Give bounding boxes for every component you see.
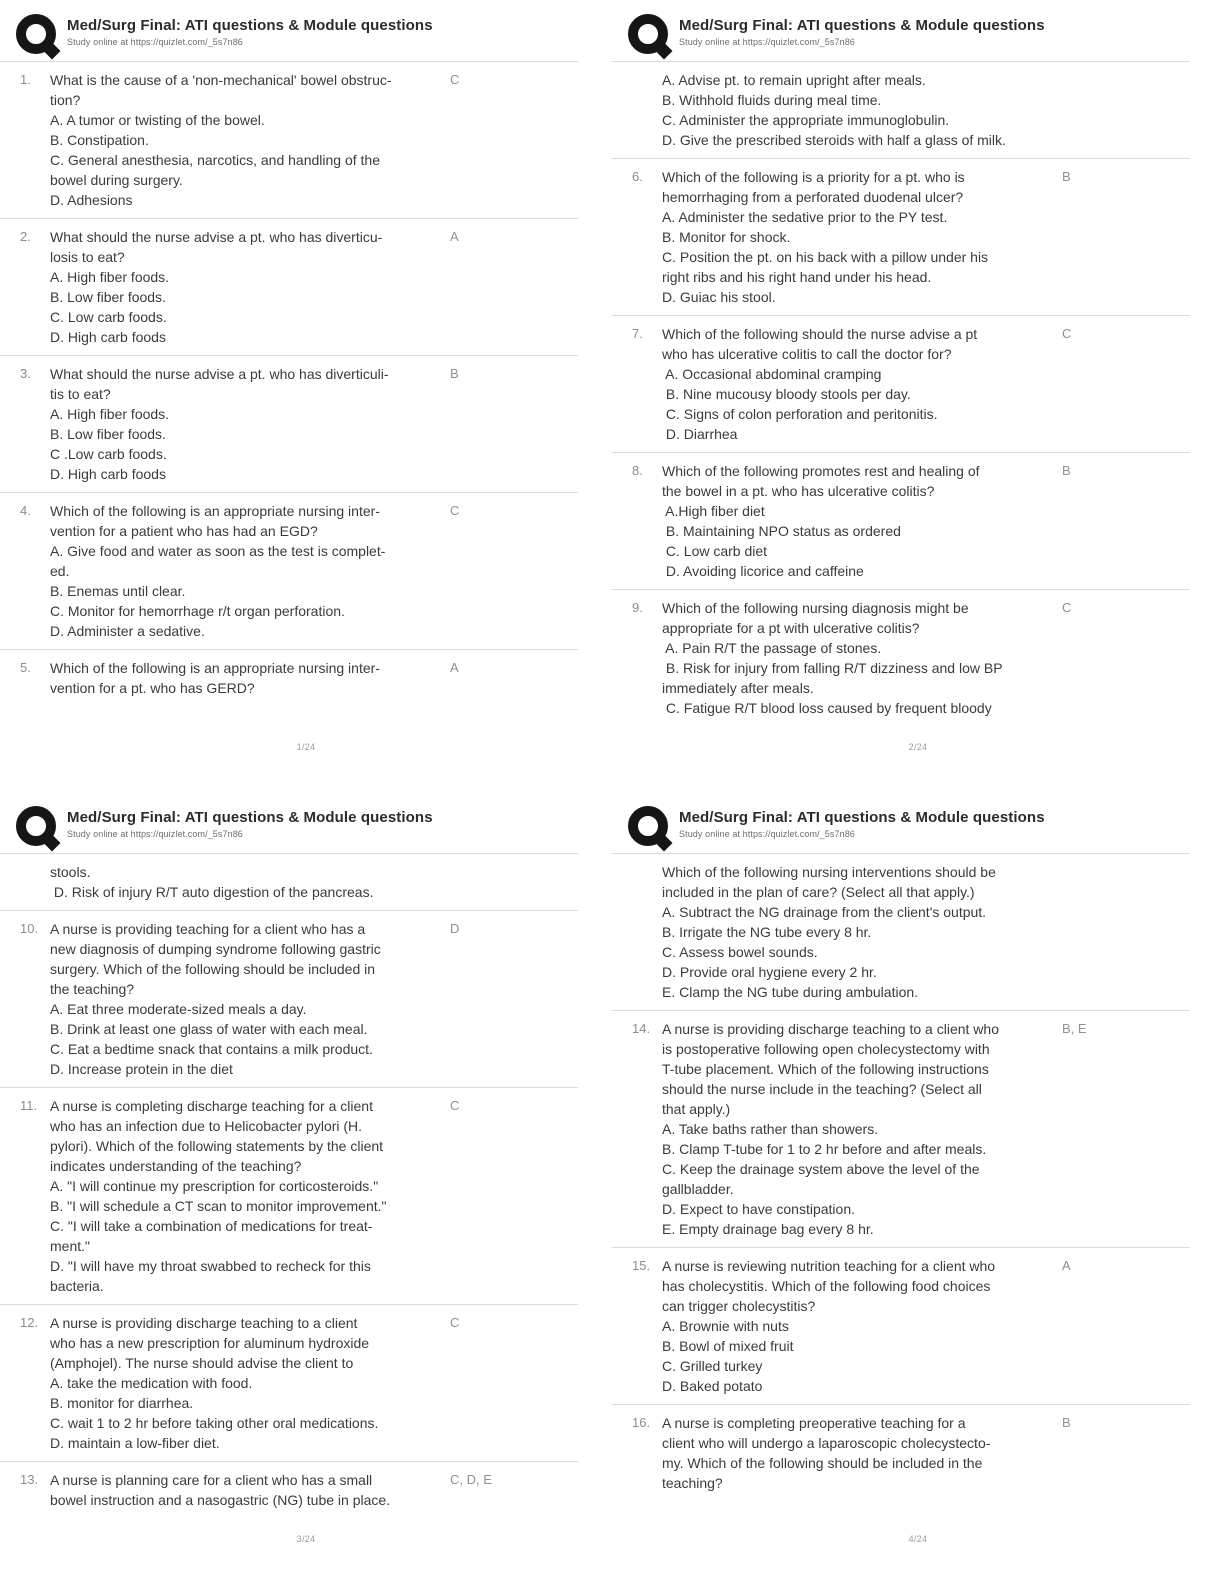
question-line: A. Brownie with nuts [662, 1318, 789, 1334]
question-number: 5. [20, 660, 31, 675]
question-block [612, 1010, 1190, 1247]
questions-container [612, 62, 1190, 726]
question-text [662, 167, 1058, 307]
answer-letter: B [1062, 463, 1071, 478]
page-1 [0, 0, 612, 792]
question-line: D. Diarrhea [662, 426, 738, 442]
question-line: vention for a pt. who has GERD? [50, 680, 255, 696]
page-2 [612, 0, 1224, 792]
question-number: 1. [20, 72, 31, 87]
question-line: B. Maintaining NPO status as ordered [662, 523, 901, 539]
answer-letter: B, E [1062, 1021, 1087, 1036]
question-line: C. "I will take a combination of medications for treat- [50, 1218, 373, 1234]
question-line: that apply.) [662, 1101, 731, 1117]
answer-letter: B [450, 366, 459, 381]
question-line: A. "I will continue my prescription for corticosteroids." [50, 1178, 379, 1194]
question-text [50, 70, 446, 210]
question-number: 16. [632, 1415, 651, 1430]
question-line: E. Empty drainage bag every 8 hr. [662, 1221, 874, 1237]
question-line: A. take the medication with food. [50, 1375, 253, 1391]
question-line: C. Assess bowel sounds. [662, 944, 818, 960]
question-line: C. Low carb foods. [50, 309, 167, 325]
question-line: C. Eat a bedtime snack that contains a milk product. [50, 1041, 373, 1057]
question-line: bowel instruction and a nasogastric (NG) tube in place. [50, 1492, 391, 1508]
page-title: Med/Surg Final: ATI questions & Module questions [67, 809, 433, 826]
question-line: B. Monitor for shock. [662, 229, 791, 245]
question-block [612, 1404, 1190, 1501]
question-line: D. Adhesions [50, 192, 133, 208]
question-text [662, 324, 1058, 444]
question-line: C. Position the pt. on his back with a pillow under his [662, 249, 989, 265]
page-subtitle: Study online at https://quizlet.com/_5s7n86 [67, 37, 243, 47]
question-block [0, 649, 578, 706]
question-number: 10. [20, 921, 39, 936]
question-line: ment." [50, 1238, 90, 1254]
question-line: ed. [50, 563, 70, 579]
question-number: 3. [20, 366, 31, 381]
question-line: D. Provide oral hygiene every 2 hr. [662, 964, 877, 980]
question-line: D. maintain a low-fiber diet. [50, 1435, 220, 1451]
question-number [612, 70, 662, 150]
question-line: indicates understanding of the teaching? [50, 1158, 302, 1174]
question-line: who has a new prescription for aluminum hydroxide [50, 1335, 370, 1351]
question-line: D. Guiac his stool. [662, 289, 776, 305]
question-line: Which of the following should the nurse advise a pt [662, 326, 978, 342]
question-number: 11. [20, 1098, 38, 1113]
header-text [679, 806, 1045, 839]
question-line: C. Keep the drainage system above the level of the [662, 1161, 980, 1177]
questions-container [612, 854, 1190, 1501]
page-header [0, 792, 578, 854]
question-line: should the nurse include in the teaching? (Select all [662, 1081, 982, 1097]
question-block [612, 589, 1190, 726]
question-block [0, 492, 578, 649]
question-line: B. monitor for diarrhea. [50, 1395, 194, 1411]
question-line: can trigger cholecystitis? [662, 1298, 816, 1314]
question-number [0, 862, 50, 902]
answer-letter: C [1062, 600, 1072, 615]
question-line: B. "I will schedule a CT scan to monitor improvement." [50, 1198, 387, 1214]
question-line: D. Give the prescribed steroids with half a glass of milk. [662, 132, 1006, 148]
question-line: D. High carb foods [50, 466, 166, 482]
question-text [662, 70, 1058, 150]
question-block [612, 1247, 1190, 1404]
continuation-block [612, 854, 1190, 1010]
question-line: C .Low carb foods. [50, 446, 167, 462]
page-title: Med/Surg Final: ATI questions & Module questions [679, 809, 1045, 826]
question-number [612, 862, 662, 1002]
question-line: immediately after meals. [662, 680, 814, 696]
continuation-block [0, 854, 578, 910]
question-line: losis to eat? [50, 249, 125, 265]
question-line: right ribs and his right hand under his head. [662, 269, 932, 285]
question-line: A. Eat three moderate-sized meals a day. [50, 1001, 307, 1017]
question-line: client who will undergo a laparoscopic cholecystecto- [662, 1435, 991, 1451]
question-line: new diagnosis of dumping syndrome following gastric [50, 941, 381, 957]
question-line: A nurse is completing discharge teaching for a client [50, 1098, 373, 1114]
question-text [662, 1413, 1058, 1493]
question-text [662, 862, 1058, 1002]
answer-letter: D [450, 921, 460, 936]
question-line: D. Avoiding licorice and caffeine [662, 563, 864, 579]
question-line: D. High carb foods [50, 329, 166, 345]
answer-letter [446, 862, 578, 902]
question-line: D. "I will have my throat swabbed to recheck for this [50, 1258, 371, 1274]
question-line: A.High fiber diet [662, 503, 765, 519]
question-line: D. Expect to have constipation. [662, 1201, 855, 1217]
question-line: included in the plan of care? (Select all that apply.) [662, 884, 975, 900]
quizlet-logo-icon [16, 14, 60, 58]
question-line: A. High fiber foods. [50, 406, 170, 422]
question-block [0, 1461, 578, 1518]
question-line: is postoperative following open cholecystectomy with [662, 1041, 990, 1057]
question-line: tion? [50, 92, 81, 108]
question-line: appropriate for a pt with ulcerative colitis? [662, 620, 920, 636]
question-line: T-tube placement. Which of the following instructions [662, 1061, 989, 1077]
question-line: A nurse is providing discharge teaching to a client who [662, 1021, 999, 1037]
question-line: A nurse is providing discharge teaching to a client [50, 1315, 358, 1331]
quizlet-logo-icon [16, 806, 60, 850]
questions-container [0, 62, 578, 706]
question-block [612, 452, 1190, 589]
question-line: A. Take baths rather than showers. [662, 1121, 879, 1137]
question-block [0, 1087, 578, 1304]
question-number: 8. [632, 463, 643, 478]
question-block [0, 62, 578, 218]
question-line: C. Fatigue R/T blood loss caused by frequent bloody [662, 700, 992, 716]
page-footer: 2/24 [908, 742, 928, 752]
question-text [50, 1470, 446, 1510]
question-line: the teaching? [50, 981, 135, 997]
question-line: D. Baked potato [662, 1378, 763, 1394]
question-line: A. Advise pt. to remain upright after meals. [662, 72, 926, 88]
answer-letter [1058, 862, 1190, 1002]
question-line: vention for a patient who has had an EGD? [50, 523, 318, 539]
question-text [662, 598, 1058, 718]
question-number: 14. [632, 1021, 651, 1036]
question-line: A. Subtract the NG drainage from the client's output. [662, 904, 987, 920]
question-line: bacteria. [50, 1278, 104, 1294]
question-line: E. Clamp the NG tube during ambulation. [662, 984, 919, 1000]
question-line: A. Administer the sedative prior to the PY test. [662, 209, 948, 225]
question-text [662, 1256, 1058, 1396]
question-line: C. General anesthesia, narcotics, and handling of the [50, 152, 380, 168]
question-line: C. Low carb diet [662, 543, 768, 559]
question-line: who has an infection due to Helicobacter pylori (H. [50, 1118, 363, 1134]
question-line: A. Pain R/T the passage of stones. [662, 640, 882, 656]
question-line: D. Administer a sedative. [50, 623, 205, 639]
page-3 [0, 792, 612, 1584]
page-subtitle: Study online at https://quizlet.com/_5s7n86 [679, 829, 855, 839]
question-line: A nurse is providing teaching for a client who has a [50, 921, 366, 937]
page-header [612, 792, 1190, 854]
question-line: What should the nurse advise a pt. who has diverticu- [50, 229, 383, 245]
question-line: stools. [50, 864, 91, 880]
question-line: D. Risk of injury R/T auto digestion of the pancreas. [50, 884, 374, 900]
question-line: Which of the following nursing diagnosis might be [662, 600, 969, 616]
answer-letter: B [1062, 169, 1071, 184]
question-line: B. Bowl of mixed fruit [662, 1338, 794, 1354]
question-line: What should the nurse advise a pt. who has diverticuli- [50, 366, 389, 382]
answer-letter: C [450, 503, 460, 518]
question-line: who has ulcerative colitis to call the doctor for? [662, 346, 952, 362]
question-line: C. Monitor for hemorrhage r/t organ perforation. [50, 603, 345, 619]
question-block [612, 158, 1190, 315]
question-line: pylori). Which of the following statements by the client [50, 1138, 384, 1154]
question-line: B. Nine mucousy bloody stools per day. [662, 386, 911, 402]
question-text [50, 658, 446, 698]
page-subtitle: Study online at https://quizlet.com/_5s7n86 [67, 829, 243, 839]
page-subtitle: Study online at https://quizlet.com/_5s7n86 [679, 37, 855, 47]
question-line: Which of the following promotes rest and healing of [662, 463, 980, 479]
page-footer: 1/24 [296, 742, 316, 752]
question-line: B. Enemas until clear. [50, 583, 186, 599]
question-line: C. Administer the appropriate immunoglobulin. [662, 112, 950, 128]
question-line: B. Drink at least one glass of water with each meal. [50, 1021, 368, 1037]
header-text [67, 14, 433, 47]
answer-letter: C [450, 72, 460, 87]
question-text [50, 1313, 446, 1453]
answer-letter: B [1062, 1415, 1071, 1430]
answer-letter: A [450, 660, 459, 675]
question-line: B. Withhold fluids during meal time. [662, 92, 882, 108]
question-text [50, 1096, 446, 1296]
question-line: C. Grilled turkey [662, 1358, 763, 1374]
question-line: Which of the following is a priority for a pt. who is [662, 169, 965, 185]
question-line: A nurse is completing preoperative teaching for a [662, 1415, 966, 1431]
question-number: 7. [632, 326, 643, 341]
question-number: 15. [632, 1258, 651, 1273]
question-number: 6. [632, 169, 643, 184]
answer-letter: C [1062, 326, 1072, 341]
page-footer: 3/24 [296, 1534, 316, 1544]
question-number: 12. [20, 1315, 39, 1330]
answer-letter: A [450, 229, 459, 244]
header-text [679, 14, 1045, 47]
question-block [612, 315, 1190, 452]
question-line: B. Low fiber foods. [50, 426, 166, 442]
question-line: A. Occasional abdominal cramping [662, 366, 882, 382]
answer-letter: C [450, 1098, 460, 1113]
question-line: my. Which of the following should be included in the [662, 1455, 983, 1471]
question-block [0, 355, 578, 492]
question-text [50, 919, 446, 1079]
page-footer: 4/24 [908, 1534, 928, 1544]
question-line: B. Irrigate the NG tube every 8 hr. [662, 924, 872, 940]
question-line: has cholecystitis. Which of the following food choices [662, 1278, 991, 1294]
page-4 [612, 792, 1224, 1584]
quizlet-logo-icon [628, 14, 672, 58]
question-text [50, 862, 446, 902]
question-number: 2. [20, 229, 31, 244]
question-line: B. Risk for injury from falling R/T dizziness and low BP [662, 660, 1003, 676]
page-header [0, 0, 578, 62]
header-text [67, 806, 433, 839]
question-line: (Amphojel). The nurse should advise the client to [50, 1355, 354, 1371]
question-number: 13. [20, 1472, 39, 1487]
question-line: A. Give food and water as soon as the test is complet- [50, 543, 386, 559]
quizlet-logo-icon [628, 806, 672, 850]
question-line: tis to eat? [50, 386, 111, 402]
question-text [50, 364, 446, 484]
question-line: B. Low fiber foods. [50, 289, 166, 305]
question-line: A nurse is reviewing nutrition teaching for a client who [662, 1258, 996, 1274]
question-line: A. A tumor or twisting of the bowel. [50, 112, 265, 128]
question-text [662, 461, 1058, 581]
question-line: teaching? [662, 1475, 723, 1491]
question-line: Which of the following is an appropriate nursing inter- [50, 660, 380, 676]
question-line: Which of the following nursing interventions should be [662, 864, 996, 880]
question-line: C. wait 1 to 2 hr before taking other oral medications. [50, 1415, 379, 1431]
continuation-block [612, 62, 1190, 158]
question-line: B. Clamp T-tube for 1 to 2 hr before and after meals. [662, 1141, 987, 1157]
question-line: Which of the following is an appropriate nursing inter- [50, 503, 380, 519]
question-line: D. Increase protein in the diet [50, 1061, 233, 1077]
page-header [612, 0, 1190, 62]
question-block [0, 910, 578, 1087]
page-title: Med/Surg Final: ATI questions & Module questions [67, 17, 433, 34]
questions-container [0, 854, 578, 1518]
question-line: the bowel in a pt. who has ulcerative colitis? [662, 483, 935, 499]
question-line: bowel during surgery. [50, 172, 183, 188]
question-text [50, 501, 446, 641]
answer-letter [1058, 70, 1190, 150]
question-number: 4. [20, 503, 31, 518]
answer-letter: A [1062, 1258, 1071, 1273]
page-title: Med/Surg Final: ATI questions & Module questions [679, 17, 1045, 34]
question-line: gallbladder. [662, 1181, 734, 1197]
question-text [662, 1019, 1058, 1239]
question-block [0, 218, 578, 355]
answer-letter: C, D, E [450, 1472, 492, 1487]
question-text [50, 227, 446, 347]
question-block [0, 1304, 578, 1461]
question-line: A. High fiber foods. [50, 269, 170, 285]
question-number: 9. [632, 600, 643, 615]
question-line: surgery. Which of the following should be included in [50, 961, 376, 977]
question-line: B. Constipation. [50, 132, 149, 148]
answer-letter: C [450, 1315, 460, 1330]
question-line: hemorrhaging from a perforated duodenal ulcer? [662, 189, 964, 205]
question-line: What is the cause of a 'non-mechanical' bowel obstruc- [50, 72, 392, 88]
question-line: A nurse is planning care for a client who has a small [50, 1472, 373, 1488]
question-line: C. Signs of colon perforation and peritonitis. [662, 406, 938, 422]
